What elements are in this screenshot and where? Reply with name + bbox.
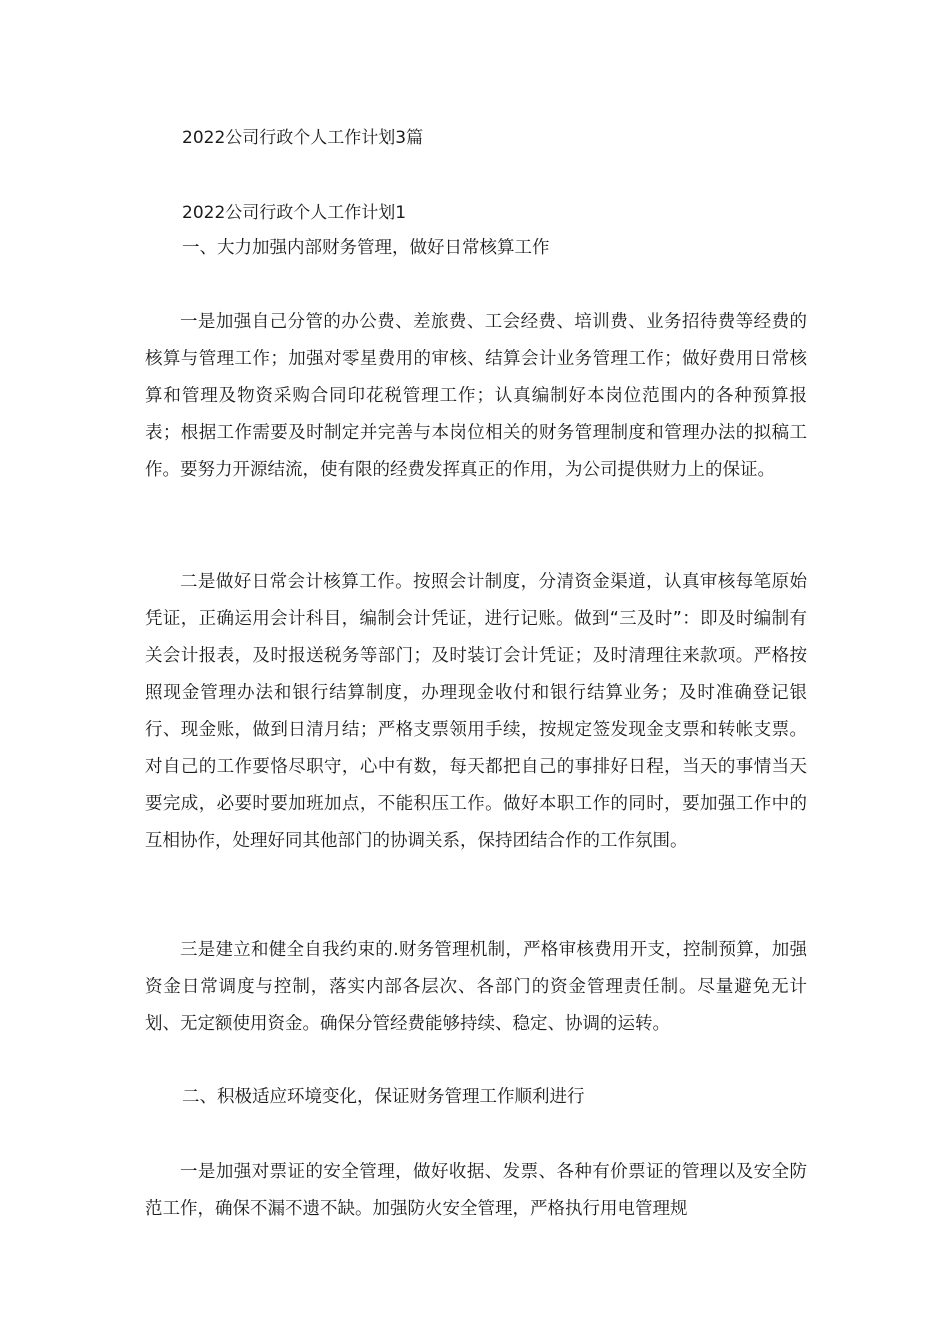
paragraph: 一是加强对票证的安全管理，做好收据、发票、各种有价票证的管理以及安全防范工作，确保不漏不遗不缺。加强防火安全管理，严格执行用电管理规 [145,1162,807,1219]
document-subtitle: 2022公司行政个人工作计划1 [182,203,407,223]
section-heading-2: 二、积极适应环境变化，保证财务管理工作顺利进行 [182,1087,585,1107]
paragraph: 三是建立和健全自我约束的.财务管理机制，严格审核费用开支，控制预算，加强资金日常调度与控制，落实内部各层次、各部门的资金管理责任制。尽量避免无计划、无定额使用资金。确保分管经费能够持续、稳定、协调的运转。 [145,940,807,1034]
document-title: 2022公司行政个人工作计划3篇 [182,128,424,148]
paragraph: 二是做好日常会计核算工作。按照会计制度，分清资金渠道，认真审核每笔原始凭证，正确运用会计科目，编制会计凭证，进行记账。做到“三及时”：即及时编制有关会计报表，及时报送税务等部门；及时装订会计凭证；及时清理往来款项。严格按照现金管理办法和银行结算制度，办理现金收付和银行结算业务；及时准确登记银行、现金账，做到日清月结；严格支票领用手续，按规定签发现金支票和转帐支票。对自己的工作要恪尽职守，心中有数，每天都把自己的事排好日程，当天的事情当天要完成，必要时要加班加点，不能积压工作。做好本职工作的同时，要加强工作中的互相协作，处理好同其他部门的协调关系，保持团结合作的工作氛围。 [145,572,807,851]
section-heading-1: 一、大力加强内部财务管理，做好日常核算工作 [182,238,550,258]
paragraph: 一是加强自己分管的办公费、差旅费、工会经费、培训费、业务招待费等经费的核算与管理工作；加强对零星费用的审核、结算会计业务管理工作；做好费用日常核算和管理及物资采购合同印花税管理工作；认真编制好本岗位范围内的各种预算报表；根据工作需要及时制定并完善与本岗位相关的财务管理制度和管理办法的拟稿工作。要努力开源结流，使有限的经费发挥真正的作用，为公司提供财力上的保证。 [145,312,807,480]
